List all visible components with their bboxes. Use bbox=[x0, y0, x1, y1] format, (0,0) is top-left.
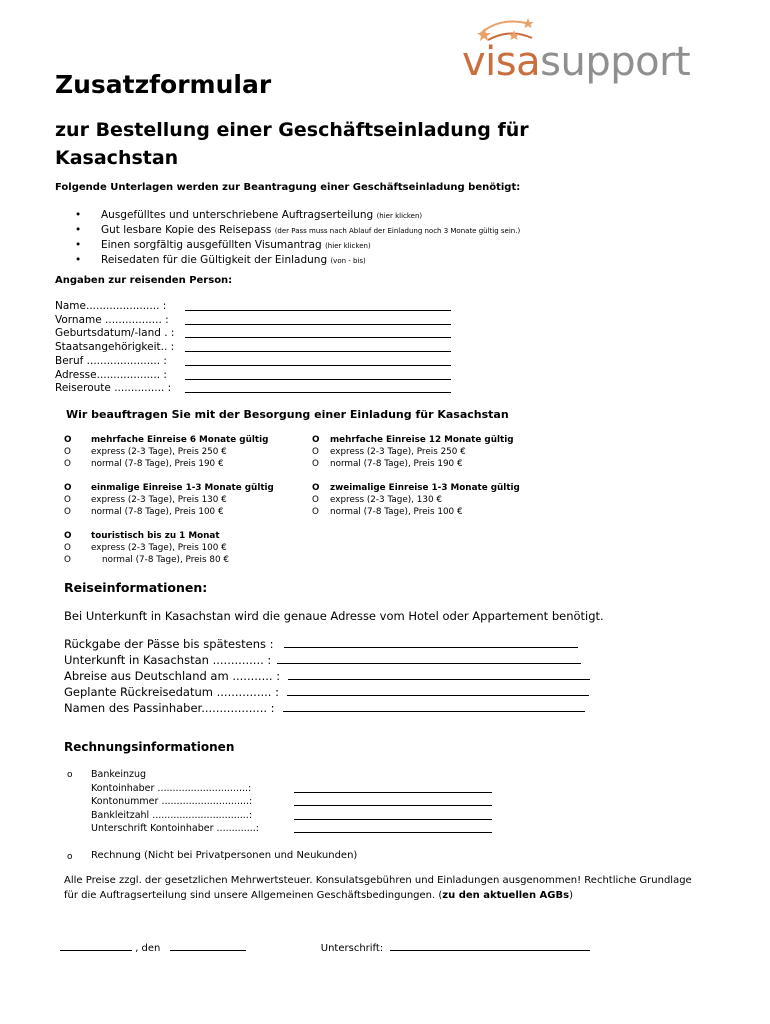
visasupport-logo bbox=[462, 14, 691, 86]
legal-notice-text: Alle Preise zzgl. der gesetzlichen Mehrwertsteuer. Konsulatsgebühren und Einladungen ausgenommen! Rechtliche Grundlage für die Auftragserteilung sind unsere Allgemeinen Geschäftsbedingungen. ( bbox=[64, 875, 692, 901]
option-group-tourist bbox=[64, 530, 229, 566]
bullet-icon: • bbox=[75, 239, 82, 251]
place-field[interactable] bbox=[60, 940, 132, 951]
date-field[interactable] bbox=[170, 940, 246, 951]
bullet-note: (der Pass muss nach Ablauf der Einladung noch 3 Monate gültig sein.) bbox=[274, 227, 521, 235]
route-field[interactable] bbox=[185, 382, 451, 393]
bullet-icon: • bbox=[75, 224, 82, 236]
field-label: Vorname ................. : bbox=[55, 313, 169, 326]
visa-application-link[interactable]: (hier klicken) bbox=[325, 242, 371, 250]
account-number-field[interactable] bbox=[294, 795, 492, 806]
radio-option[interactable]: O bbox=[312, 483, 320, 493]
passport-return-field[interactable] bbox=[284, 636, 578, 648]
field-label: Reiseroute ............... : bbox=[55, 382, 172, 395]
traveler-heading: Angaben zur reisenden Person: bbox=[55, 275, 233, 286]
logo-wordmark bbox=[462, 40, 690, 84]
option-group-multi-6 bbox=[64, 434, 268, 470]
option-label: express (2-3 Tage), 130 € bbox=[330, 495, 442, 505]
option-label: normal (7-8 Tage), Preis 100 € bbox=[330, 507, 463, 517]
option-label: normal (7-8 Tage), Preis 80 € bbox=[102, 555, 229, 565]
field-label: Bankleitzahl ................................: bbox=[91, 809, 253, 821]
radio-option[interactable]: O bbox=[64, 531, 72, 541]
trip-fields bbox=[64, 636, 590, 716]
option-label: express (2-3 Tage), Preis 130 € bbox=[91, 495, 227, 505]
option-label: einmalige Einreise 1-3 Monate gültig bbox=[91, 483, 274, 493]
option-label: express (2-3 Tage), Preis 100 € bbox=[91, 543, 227, 553]
passport-holder-field[interactable] bbox=[283, 700, 585, 712]
signature-field[interactable] bbox=[390, 940, 590, 951]
option-label: express (2-3 Tage), Preis 250 € bbox=[91, 447, 227, 457]
account-holder-signature-field[interactable] bbox=[294, 822, 492, 833]
radio-option[interactable]: O bbox=[312, 507, 319, 517]
page-subtitle: zur Bestellung einer Geschäftseinladung für Kasachstan bbox=[55, 119, 529, 169]
list-item bbox=[75, 208, 520, 223]
radio-option[interactable]: O bbox=[64, 507, 71, 517]
option-label: mehrfache Einreise 6 Monate gültig bbox=[91, 435, 269, 445]
trip-info-heading: Reiseinformationen: bbox=[64, 580, 208, 595]
order-form-link[interactable]: (hier klicken) bbox=[376, 212, 423, 220]
list-item bbox=[75, 223, 520, 238]
radio-option[interactable]: O bbox=[64, 543, 71, 553]
trip-info-intro: Bei Unterkunft in Kasachstan wird die genaue Adresse vom Hotel oder Appartement benötigt. bbox=[64, 609, 604, 623]
nationality-field[interactable] bbox=[185, 341, 451, 352]
logo-support: support bbox=[540, 39, 691, 85]
radio-option[interactable]: O bbox=[64, 555, 71, 565]
option-label: normal (7-8 Tage), Preis 190 € bbox=[91, 459, 224, 469]
field-label: Staatsangehörigkeit.. : bbox=[55, 341, 175, 354]
logo-visa: visa bbox=[462, 39, 541, 85]
required-documents-heading: Folgende Unterlagen werden zur Beantragung einer Geschäftseinladung benötigt: bbox=[55, 182, 521, 193]
required-documents-list bbox=[75, 208, 520, 268]
list-item bbox=[75, 238, 520, 253]
field-label: Rückgabe der Pässe bis spätestens : bbox=[64, 637, 274, 651]
bullet-icon: • bbox=[75, 209, 82, 221]
field-label: Unterkunft in Kasachstan .............. : bbox=[64, 653, 272, 667]
address-field[interactable] bbox=[185, 369, 451, 380]
radio-option[interactable]: O bbox=[64, 447, 71, 457]
option-label: normal (7-8 Tage), Preis 190 € bbox=[330, 459, 463, 469]
return-date-field[interactable] bbox=[287, 684, 589, 696]
radio-option[interactable]: O bbox=[64, 435, 72, 445]
field-label: Beruf ...................... : bbox=[55, 354, 167, 367]
bullet-text: Ausgefülltes und unterschriebene Auftragserteilung bbox=[101, 209, 374, 221]
radio-option[interactable]: O bbox=[64, 483, 72, 493]
option-label: zweimalige Einreise 1-3 Monate gültig bbox=[330, 483, 520, 493]
first-name-field[interactable] bbox=[185, 314, 451, 325]
option-label: mehrfache Einreise 12 Monate gültig bbox=[330, 435, 514, 445]
signature-row bbox=[60, 940, 590, 954]
invoice-label: Rechnung (Nicht bei Privatpersonen und Neukunden) bbox=[91, 850, 358, 861]
commission-heading: Wir beauftragen Sie mit der Besorgung einer Einladung für Kasachstan bbox=[66, 408, 509, 421]
bank-debit-label: Bankeinzug bbox=[91, 769, 147, 780]
radio-option[interactable]: O bbox=[64, 495, 71, 505]
field-label: Geburtsdatum/-land . : bbox=[55, 327, 175, 340]
bank-debit-section bbox=[91, 768, 492, 836]
field-label: Kontonummer .............................: bbox=[91, 796, 253, 807]
option-group-double-1-3 bbox=[312, 482, 520, 518]
option-group-single-1-3 bbox=[64, 482, 274, 518]
terms-link[interactable]: zu den aktuellen AGBs bbox=[442, 889, 570, 901]
departure-date-field[interactable] bbox=[288, 668, 590, 680]
invoice-radio[interactable]: o bbox=[67, 852, 73, 862]
bullet-text: Gut lesbare Kopie des Reisepass bbox=[101, 224, 272, 236]
field-label: Unterschrift Kontoinhaber .............: bbox=[91, 823, 259, 834]
option-label: touristisch bis zu 1 Monat bbox=[91, 531, 220, 541]
radio-option[interactable]: O bbox=[312, 459, 319, 469]
bank-code-field[interactable] bbox=[294, 809, 492, 820]
bullet-note: (von - bis) bbox=[330, 257, 366, 265]
option-label: normal (7-8 Tage), Preis 100 € bbox=[91, 507, 224, 517]
radio-option[interactable]: O bbox=[312, 447, 319, 457]
page-title: Zusatzformular bbox=[55, 70, 272, 99]
field-label: Kontoinhaber ..............................: bbox=[91, 782, 252, 794]
field-label: Adresse................... : bbox=[55, 368, 167, 381]
bullet-text: Einen sorgfältig ausgefüllten Visumantrag bbox=[101, 239, 322, 251]
option-label: express (2-3 Tage), Preis 250 € bbox=[330, 447, 466, 457]
billing-heading: Rechnungsinformationen bbox=[64, 740, 235, 754]
bullet-text: Reisedaten für die Gültigkeit der Einladung bbox=[101, 254, 328, 266]
signature-label: Unterschrift: bbox=[320, 943, 384, 954]
radio-option[interactable]: O bbox=[64, 459, 71, 469]
birth-date-field[interactable] bbox=[185, 327, 451, 338]
field-label: Name...................... : bbox=[55, 300, 167, 312]
field-label: Namen des Passinhaber.................. : bbox=[64, 701, 275, 715]
field-label: Abreise aus Deutschland am ........... : bbox=[64, 669, 281, 683]
radio-option[interactable]: O bbox=[312, 435, 320, 445]
bullet-icon: • bbox=[75, 254, 82, 266]
account-holder-field[interactable] bbox=[294, 782, 492, 793]
date-label: , den bbox=[135, 943, 161, 954]
field-label: Geplante Rückreisedatum ............... : bbox=[64, 685, 279, 699]
radio-option[interactable]: O bbox=[312, 495, 319, 505]
traveler-fields bbox=[55, 300, 451, 396]
bank-debit-radio[interactable]: o bbox=[67, 770, 73, 780]
option-group-multi-12 bbox=[312, 434, 514, 470]
legal-notice-close: ) bbox=[569, 889, 573, 901]
occupation-field[interactable] bbox=[185, 355, 451, 366]
accommodation-field[interactable] bbox=[277, 652, 581, 664]
legal-notice bbox=[64, 874, 704, 903]
list-item bbox=[75, 253, 520, 268]
name-field[interactable] bbox=[185, 300, 451, 311]
